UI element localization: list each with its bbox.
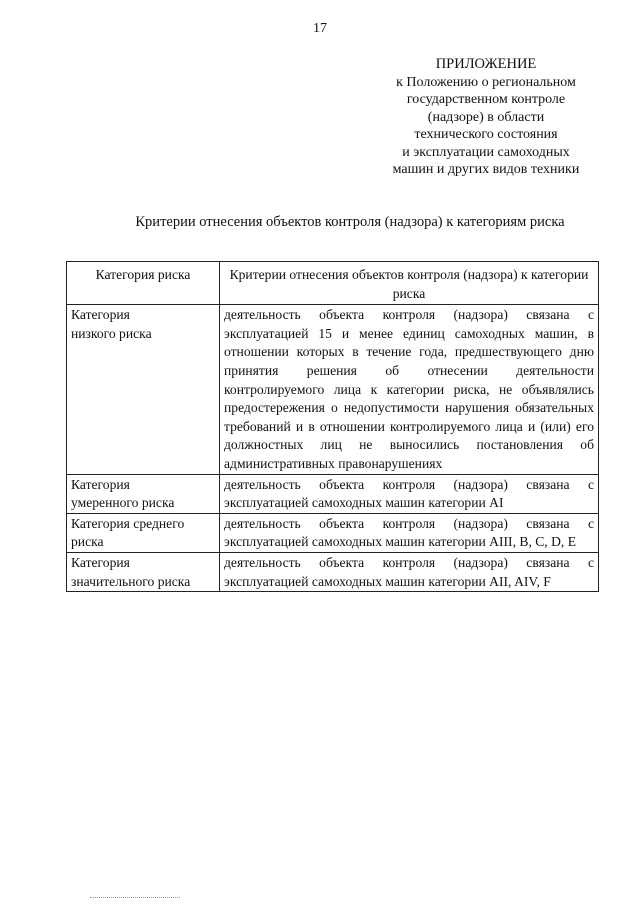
appendix-line: машин и других видов техники xyxy=(392,162,580,177)
risk-criteria-table xyxy=(66,261,599,592)
footer-scan-marks xyxy=(90,897,180,900)
criteria-cell: деятельность объекта контроля (надзора) связана с эксплуатацией самоходных машин категории AIII, B, C, D, E xyxy=(220,513,599,552)
table-row xyxy=(67,552,599,591)
risk-category-cell: Категория низкого риска xyxy=(67,305,220,474)
appendix-title: ПРИЛОЖЕНИЕ xyxy=(435,56,537,72)
risk-category-cell: Категория среднего риска xyxy=(67,513,220,552)
header-criteria: Критерии отнесения объектов контроля (надзора) к категории риска xyxy=(220,262,599,305)
criteria-cell: деятельность объекта контроля (надзора) связана с эксплуатацией самоходных машин категории AI xyxy=(220,474,599,513)
appendix-line: (надзоре) в области xyxy=(427,109,545,125)
header-risk-category: Категория риска xyxy=(67,262,220,305)
risk-category-cell: Категория значительного риска xyxy=(67,552,220,591)
risk-category-cell: Категория умеренного риска xyxy=(67,474,220,513)
appendix-line: технического состояния xyxy=(414,127,558,142)
table-header-row xyxy=(67,262,599,305)
table-row xyxy=(67,474,599,513)
appendix-line: и эксплуатации самоходных xyxy=(402,144,570,160)
page-number: 17 xyxy=(313,21,327,36)
appendix-line: государственном контроле xyxy=(406,92,566,107)
table-row xyxy=(67,513,599,552)
appendix-line: к Положению о региональном xyxy=(396,74,576,90)
document-heading: Критерии отнесения объектов контроля (надзора) к категориям риска xyxy=(135,214,565,230)
criteria-cell: деятельность объекта контроля (надзора) связана с эксплуатацией самоходных машин категории AII, AIV, F xyxy=(220,552,599,591)
table-row xyxy=(67,305,599,474)
appendix-block xyxy=(372,56,600,179)
criteria-cell: деятельность объекта контроля (надзора) связана с эксплуатацией 15 и менее единиц самоходных машин, в отношении которых в течение года, предшествующего дню принятия решения об отнесении деятельности контролируемого лица к категории риска, не объявлялись предостережения о недопустимости нарушения обязательных требований и в отношении контролируемого лица и (или) его должностных лиц не выносились постановления об административных правонарушениях xyxy=(220,305,599,474)
